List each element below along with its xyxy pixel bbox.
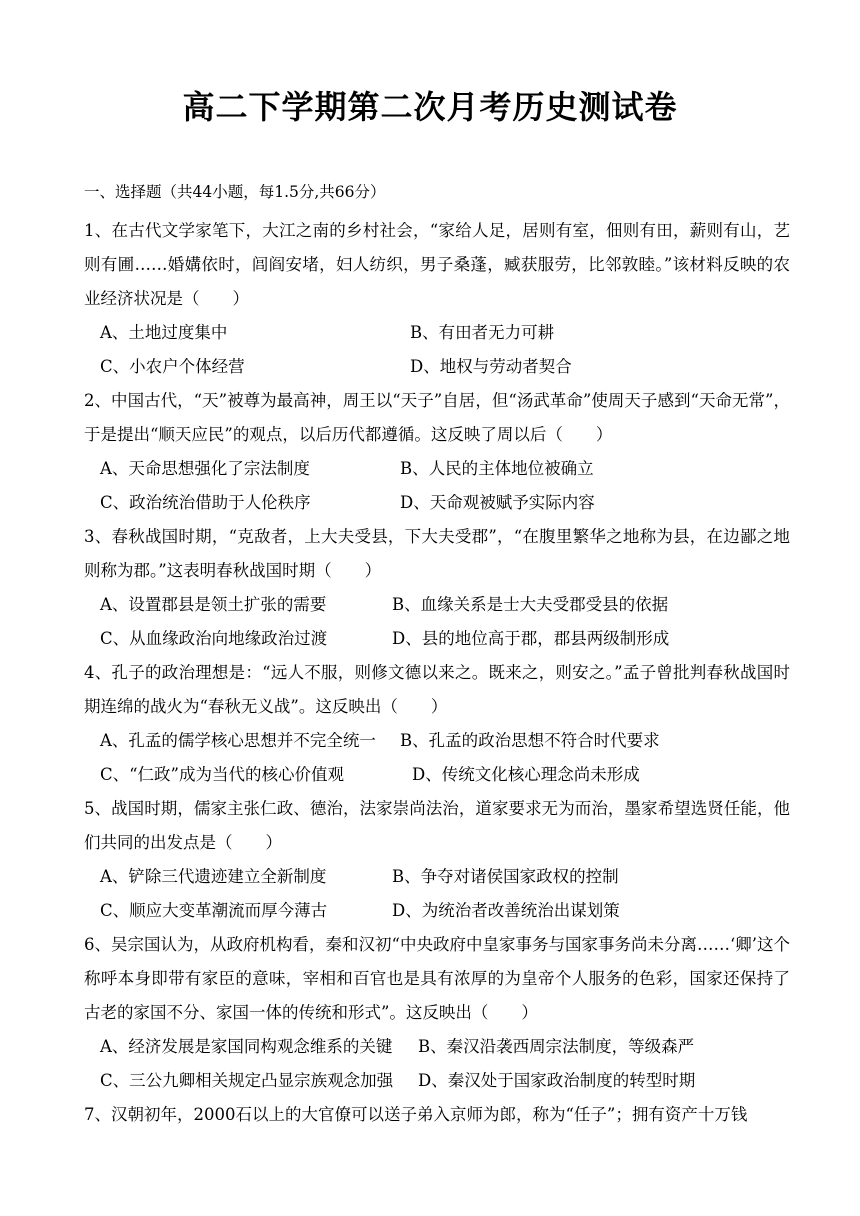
option-d: D、地权与劳动者契合 [410,357,572,376]
option-row [84,1030,790,1064]
question-stem: 6、吴宗国认为，从政府机构看，秦和汉初“中央政府中皇家事务与国家事务尚未分离……‘卿’这个称呼本身即带有家臣的意味，宰相和百官也是具有浓厚的为皇帝个人服务的色彩，国家还保持了古老的家国不分、家国一体的传统和形式”。这反映出（ ） [84,935,790,1022]
question-stem: 2、中国古代，“天”被尊为最高神，周王以“天子”自居，但“汤武革命”使周天子感到“天命无常”，于是提出“顺天应民”的观点，以后历代都遵循。这反映了周以后（ ） [84,391,790,444]
option-c: C、三公九卿相关规定凸显宗族观念加强 [100,1071,394,1090]
option-c: C、政治统治借助于人伦秩序 [100,493,311,512]
option-row [84,758,790,792]
option-row [84,588,790,622]
question-2 [84,384,790,520]
option-d: D、秦汉处于国家政治制度的转型时期 [418,1071,696,1090]
option-b: B、人民的主体地位被确立 [400,459,594,478]
question-5 [84,792,790,928]
option-d: D、为统治者改善统治出谋划策 [392,901,620,920]
option-row [84,1064,790,1098]
option-b: B、血缘关系是士大夫受郡受县的依据 [392,595,669,614]
option-d: D、天命观被赋予实际内容 [400,493,595,512]
option-row [84,894,790,928]
question-stem: 1、在古代文学家笔下，大江之南的乡村社会，“家给人足，居则有室，佃则有田，薪则有山，艺则有圃……婚媾依时，闾阎安堵，妇人纺织，男子桑蓬，臧获服劳，比邻敦睦。”该材料反映的农业经济状况是（ ） [84,221,790,308]
question-7 [84,1098,790,1132]
option-a: A、土地过度集中 [100,323,228,342]
section-heading: 一、选择题（共44小题，每1.5分,共66分） [84,183,386,201]
option-a: A、设置郡县是领土扩张的需要 [100,595,327,614]
option-c: C、“仁政”成为当代的核心价值观 [100,765,344,784]
option-row [84,622,790,656]
question-list [84,214,790,1132]
option-row [84,350,790,384]
question-1 [84,214,790,384]
option-a: A、经济发展是家国同构观念维系的关键 [100,1037,393,1056]
option-b: B、争夺对诸侯国家政权的控制 [392,867,619,886]
option-d: D、县的地位高于郡，郡县两级制形成 [392,629,670,648]
question-stem: 4、孔子的政治理想是：“远人不服，则修文德以来之。既来之，则安之。”孟子曾批判春秋战国时期连绵的战火为“春秋无义战”。这反映出（ ） [84,663,790,716]
option-c: C、顺应大变革潮流而厚今薄古 [100,901,328,920]
option-row [84,724,790,758]
question-6 [84,928,790,1098]
option-b: B、孔孟的政治思想不符合时代要求 [400,731,660,750]
option-row [84,860,790,894]
option-row [84,452,790,486]
option-a: A、孔孟的儒学核心思想并不完全统一 [100,731,376,750]
option-row [84,486,790,520]
option-b: B、秦汉沿袭西周宗法制度，等级森严 [418,1037,695,1056]
option-b: B、有田者无力可耕 [410,323,555,342]
option-c: C、从血缘政治向地缘政治过渡 [100,629,328,648]
question-4 [84,656,790,792]
option-row [84,316,790,350]
option-d: D、传统文化核心理念尚未形成 [412,765,640,784]
option-c: C、小农户个体经营 [100,357,245,376]
option-a: A、铲除三代遗迹建立全新制度 [100,867,327,886]
option-a: A、天命思想强化了宗法制度 [100,459,310,478]
question-stem: 7、汉朝初年，2000石以上的大官僚可以送子弟入京师为郎，称为“任子”；拥有资产十万钱 [84,1105,748,1124]
question-3 [84,520,790,656]
question-stem: 5、战国时期，儒家主张仁政、德治，法家崇尚法治，道家要求无为而治，墨家希望选贤任能，他们共同的出发点是（ ） [84,799,790,852]
page-title: 高二下学期第二次月考历史测试卷 [182,88,678,126]
question-stem: 3、春秋战国时期，“克敌者，上大夫受县，下大夫受郡”，“在腹里繁华之地称为县，在边鄙之地则称为郡。”这表明春秋战国时期（ ） [84,527,790,580]
